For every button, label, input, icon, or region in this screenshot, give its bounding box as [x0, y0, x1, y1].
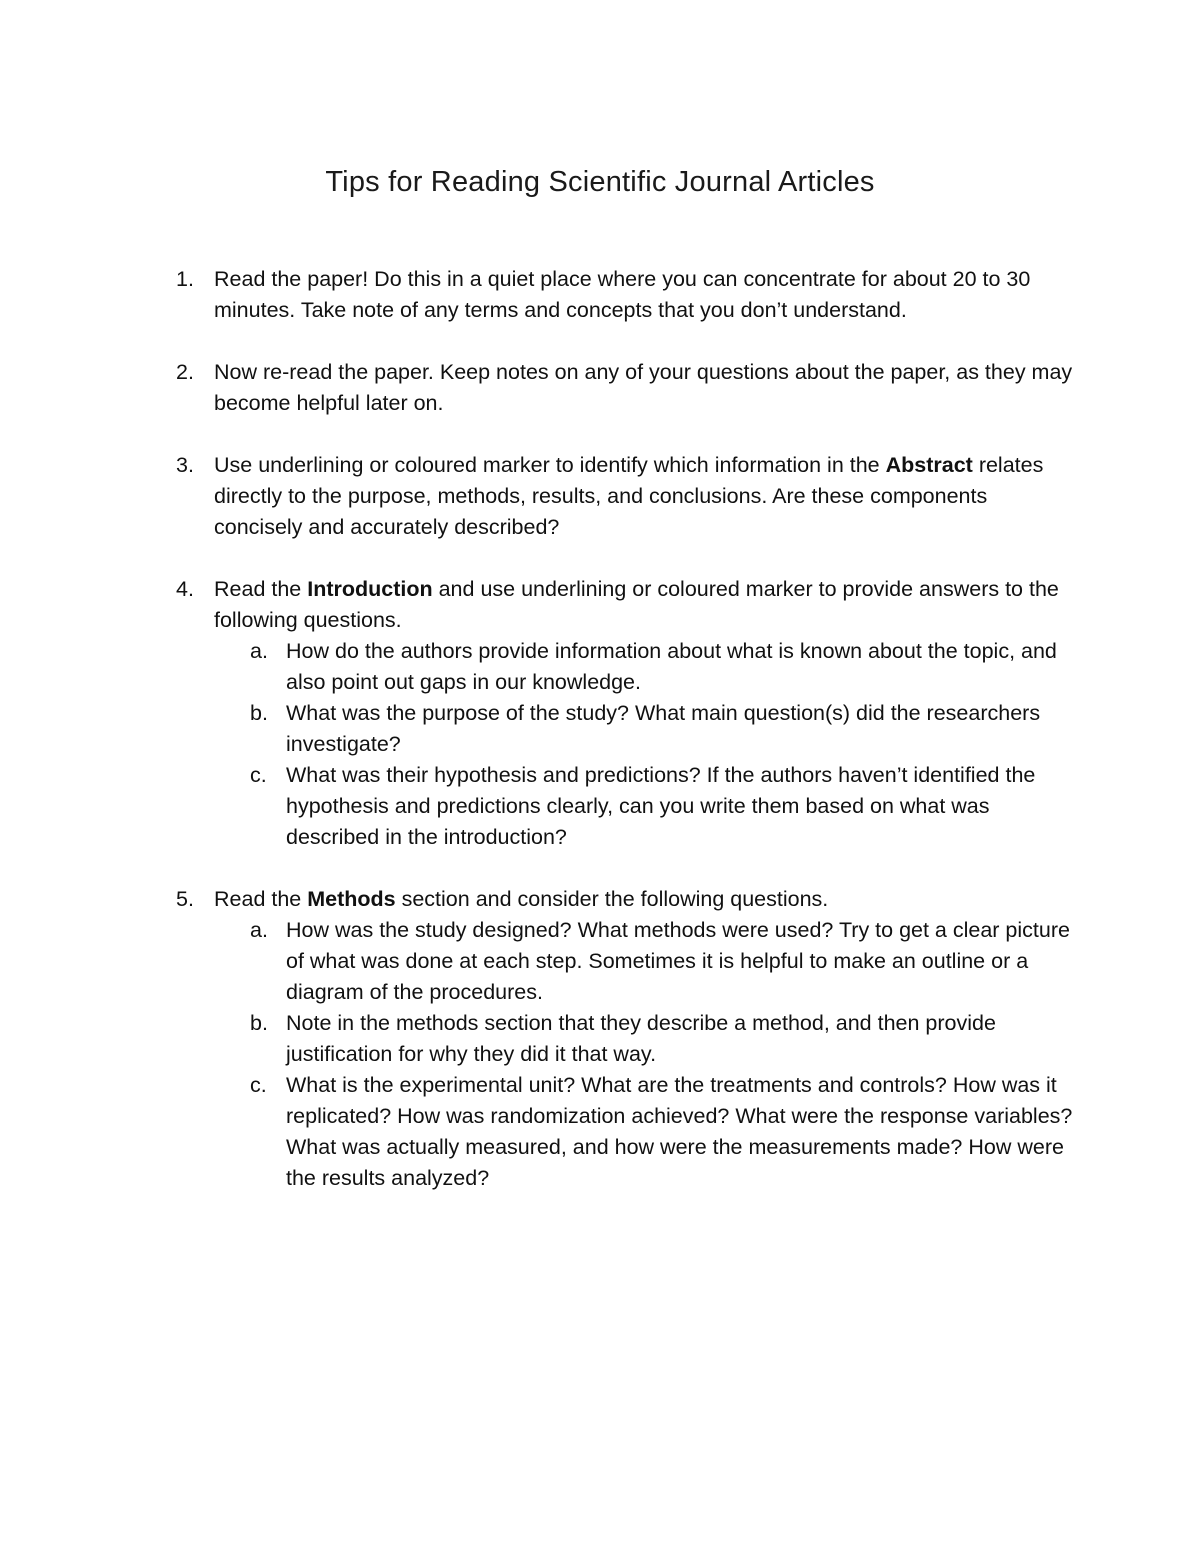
sub-list: [214, 636, 1076, 853]
tip-item-2: [176, 357, 1076, 419]
tip-text: [214, 574, 1076, 636]
sub-item-letter: a.: [250, 918, 268, 942]
tip-text: [214, 450, 1076, 543]
tip-text-part: Use underlining or coloured marker to identify which information in the: [214, 453, 886, 477]
sub-item: [214, 636, 1076, 698]
tip-item-3: [176, 450, 1076, 543]
sub-item-text: What is the experimental unit? What are the treatments and controls? How was it replicated? How was randomization achieved? What were the response variables? What was actually measured, and how were the measurements made? How were the results analyzed?: [286, 1073, 1073, 1190]
tip-text-part: Read the paper! Do this in a quiet place where you can concentrate for about 20 to 30 minutes. Take note of any terms and concepts that you don’t understand.: [214, 267, 1031, 322]
sub-item-text: How do the authors provide information about what is known about the topic, and also point out gaps in our knowledge.: [286, 639, 1057, 694]
sub-item: [214, 698, 1076, 760]
tip-keyword: Abstract: [885, 453, 973, 477]
tip-number: 5.: [176, 887, 194, 911]
sub-item: [214, 1008, 1076, 1070]
sub-item-letter: a.: [250, 639, 268, 663]
tips-list: [176, 264, 1076, 1225]
sub-item: [214, 915, 1076, 1008]
tip-number: 2.: [176, 360, 194, 384]
tip-keyword: Methods: [307, 887, 396, 911]
tip-text: [214, 357, 1076, 419]
sub-item: [214, 1070, 1076, 1194]
sub-list: [214, 915, 1076, 1194]
sub-item-letter: c.: [250, 763, 267, 787]
tip-text-part: section and consider the following questions.: [395, 887, 829, 911]
sub-item-letter: b.: [250, 1011, 268, 1035]
tip-number: 4.: [176, 577, 194, 601]
sub-item: [214, 760, 1076, 853]
tip-text-part: Now re-read the paper. Keep notes on any of your questions about the paper, as they may become helpful later on.: [214, 360, 1073, 415]
tip-item-5: [176, 884, 1076, 1194]
document-title: Tips for Reading Scientific Journal Articles: [325, 166, 875, 198]
tip-text: [214, 884, 1076, 915]
sub-item-text: What was the purpose of the study? What main question(s) did the researchers investigate?: [286, 701, 1041, 756]
tip-item-4: [176, 574, 1076, 853]
sub-item-text: Note in the methods section that they describe a method, and then provide justification for why they did it that way.: [286, 1011, 996, 1066]
tip-number: 1.: [176, 267, 194, 291]
tip-text-part: relates directly to the purpose, methods, results, and conclusions. Are these components concisely and accurately described?: [214, 453, 1044, 539]
tip-keyword: Introduction: [307, 577, 433, 601]
tip-number: 3.: [176, 453, 194, 477]
tip-text: [214, 264, 1076, 326]
tip-text-part: and use underlining or coloured marker to provide answers to the following questions.: [214, 577, 1059, 632]
sub-item-text: What was their hypothesis and predictions? If the authors haven’t identified the hypothesis and predictions clearly, can you write them based on what was described in the introduction?: [286, 763, 1036, 849]
sub-item-text: How was the study designed? What methods were used? Try to get a clear picture of what was done at each step. Sometimes it is helpful to make an outline or a diagram of the procedures.: [286, 918, 1070, 1004]
sub-item-letter: c.: [250, 1073, 267, 1097]
tip-text-part: Read the: [214, 887, 308, 911]
sub-item-letter: b.: [250, 701, 268, 725]
tip-item-1: [176, 264, 1076, 326]
tip-text-part: Read the: [214, 577, 308, 601]
